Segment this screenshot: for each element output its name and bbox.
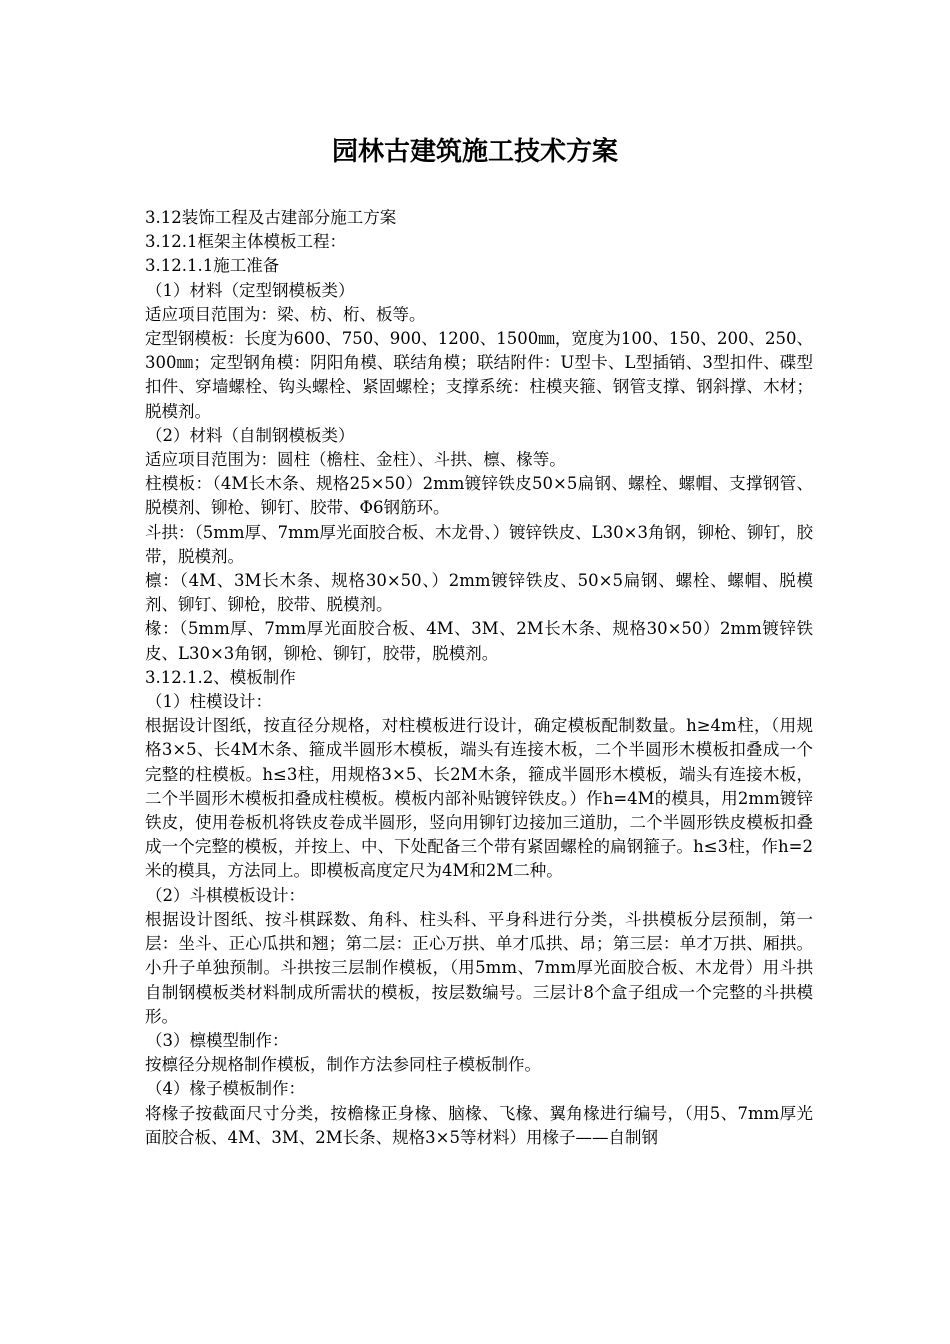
- body-paragraph: 定型钢模板：长度为600、750、900、1200、1500㎜，宽度为100、150、200、250、300㎜；定型钢角模：阴阳角模、联结角模；联结附件：U型卡、L型插销、3型扣件、碟型扣件、穿墙螺栓、钩头螺栓、紧固螺栓；支撑系统：柱模夹箍、钢管支撑、钢斜撑、木材；脱模剂。: [145, 329, 813, 421]
- section-heading: 3.12.1框架主体模板工程：: [145, 232, 346, 252]
- document-body: [145, 206, 813, 1150]
- document-title: 园林古建筑施工技术方案: [331, 137, 618, 167]
- section-heading: 3.12.1.1施工准备: [145, 256, 280, 276]
- subsection-heading: （2）材料（自制钢模板类）: [146, 425, 355, 445]
- body-paragraph: 檩：（4M、3M长木条、规格30×50、）2mm镀锌铁皮、50×5扁钢、螺栓、螺帽、脱模剂、铆钉、铆枪，胶带、脱模剂。: [145, 571, 813, 615]
- body-paragraph: 斗拱：（5mm厚、7mm厚光面胶合板、木龙骨、）镀锌铁皮、L30×3角钢，铆枪、铆钉，胶带，脱模剂。: [145, 522, 813, 566]
- subsection-heading: （1）材料（定型钢模板类）: [146, 280, 355, 300]
- body-paragraph: 根据设计图纸，按直径分规格，对柱模板进行设计，确定模板配制数量。h≥4m柱，（用规格3×5、长4M木条、箍成半圆形木模板，端头有连接木板，二个半圆形木模板扣叠成一个完整的柱模板。h≤3柱，用规格3×5、长2M木条，箍成半圆形木模板，端头有连接木板，二个半圆形木模板扣叠成柱模板。模板内部补贴镀锌铁皮。）作h=4M的模具，用2mm镀锌铁皮，使用卷板机将铁皮卷成半圆形，竖向用铆钉边接加三道肋，二个半圆形铁皮模板扣叠成一个完整的模板，并按上、中、下处配备三个带有紧固螺栓的扁钢箍子。h≤3柱，作h=2米的模具，方法同上。即模板高度定尺为4M和2M二种。: [145, 716, 813, 881]
- body-paragraph: 柱模板：（4M长木条、规格25×50）2mm镀锌铁皮50×5扁钢、螺栓、螺帽、支撑钢管、脱模剂、铆枪、铆钉、胶带、Φ6钢筋环。: [145, 474, 813, 518]
- body-paragraph: 适应项目范围为：圆柱（檐柱、金柱）、斗拱、檩、椽等。: [145, 450, 566, 470]
- body-paragraph: 适应项目范围为：梁、枋、桁、板等。: [145, 304, 426, 324]
- section-heading: 3.12装饰工程及古建部分施工方案: [145, 208, 397, 227]
- section-heading: 3.12.1.2、模板制作: [145, 667, 296, 687]
- body-paragraph: 椽：（5mm厚、7mm厚光面胶合板、4M、3M、2M长木条、规格30×50）2mm镀锌铁皮、L30×3角钢，铆枪、铆钉，胶带，脱模剂。: [145, 619, 813, 663]
- body-paragraph: 按檩径分规格制作模板，制作方法参同柱子模板制作。: [145, 1055, 541, 1075]
- subsection-heading: （2）斗棋模板设计：: [146, 885, 305, 905]
- subsection-heading: （1）柱模设计：: [146, 692, 272, 712]
- body-paragraph: 将椽子按截面尺寸分类，按檐椽正身椽、脑椽、飞椽、翼角椽进行编号，（用5、7mm厚光面胶合板、4M、3M、2M长条、规格3×5等材料）用椽子——自制钢: [145, 1103, 813, 1147]
- subsection-heading: （3）檩模型制作：: [146, 1030, 289, 1050]
- body-paragraph: 根据设计图纸、按斗棋踩数、角科、柱头科、平身科进行分类，斗拱模板分层预制，第一层：坐斗、正心瓜拱和翘；第二层：正心万拱、单才瓜拱、昂；第三层：单才万拱、厢拱。小升子单独预制。斗拱按三层制作模板，（用5mm、7mm厚光面胶合板、木龙骨）用斗拱自制钢模板类材料制成所需状的模板，按层数编号。三层计8个盒子组成一个完整的斗拱模形。: [145, 909, 813, 1026]
- subsection-heading: （4）椽子模板制作：: [146, 1079, 305, 1099]
